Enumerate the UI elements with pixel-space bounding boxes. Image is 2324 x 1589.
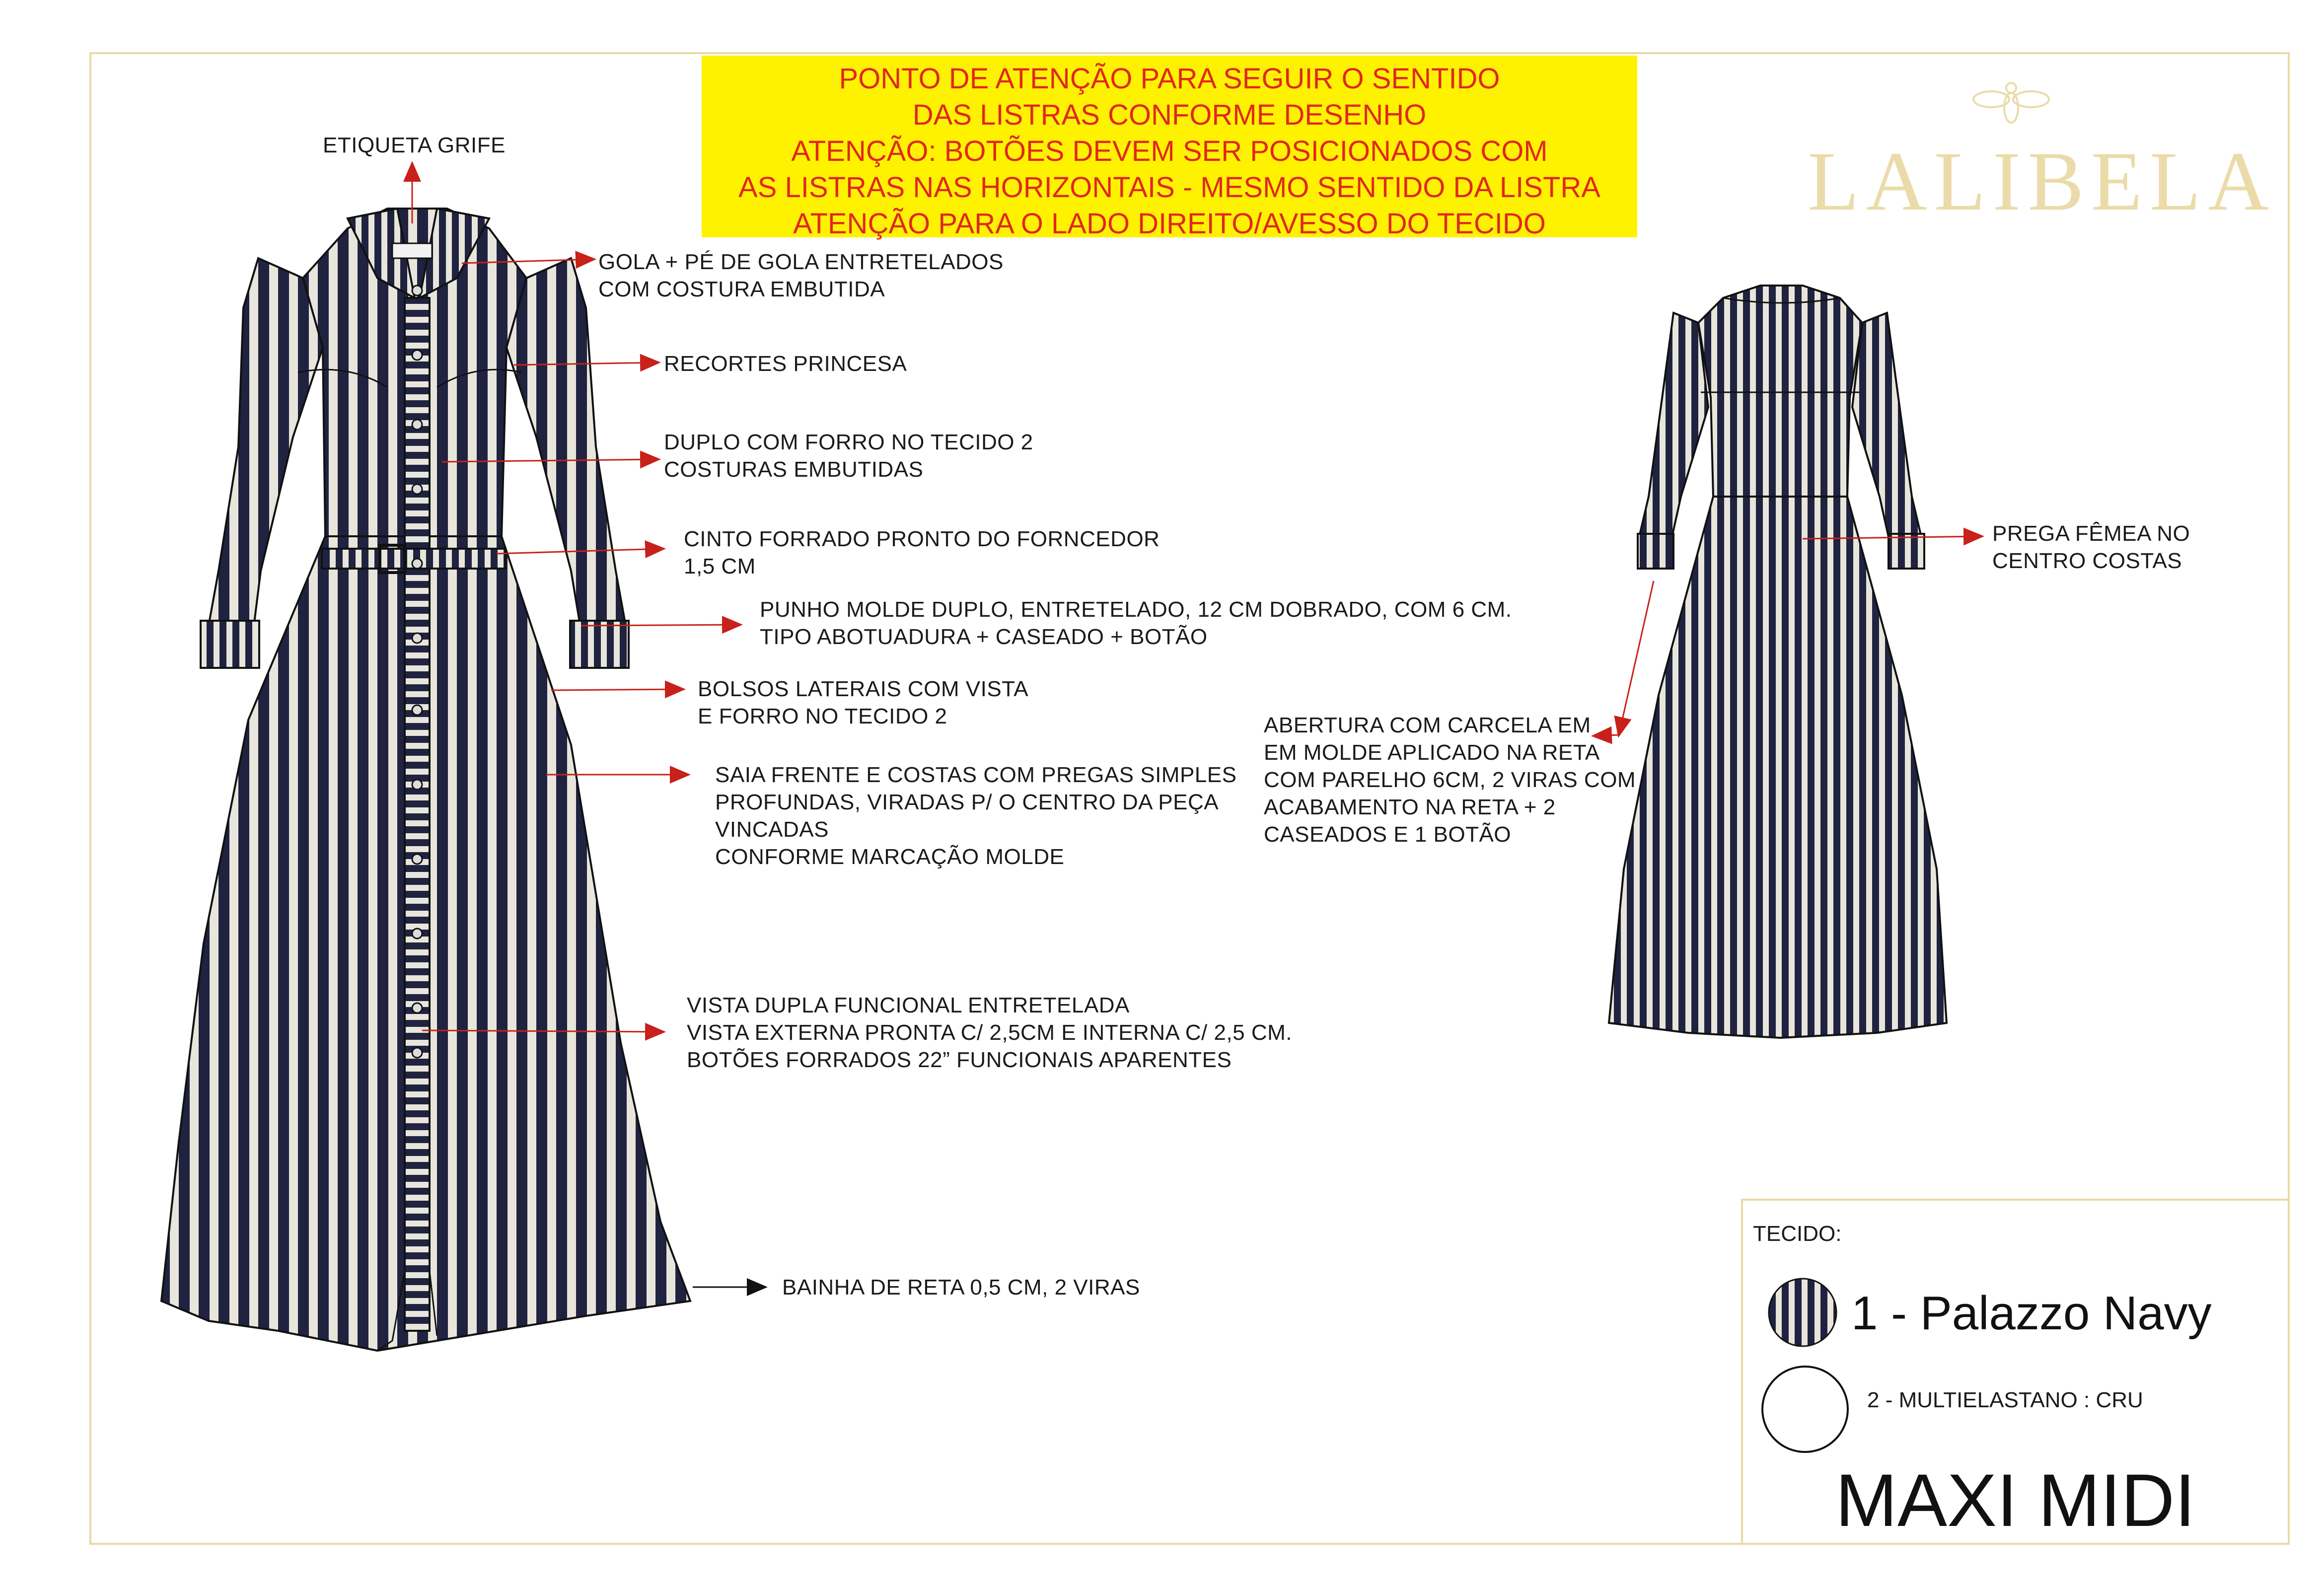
attention-banner: PONTO DE ATENÇÃO PARA SEGUIR O SENTIDO DAS LISTRAS CONFORME DESENHO ATENÇÃO: BOTÕES DEVEM SER POSICIONADOS COM AS LISTRAS NAS HORIZONTAIS - MESMO SENTIDO DA LISTRA ATENÇÃO PARA O LADO DIREITO/AVESSO DO TECIDO xyxy=(702,56,1637,237)
note-skirt: SAIA FRENTE E COSTAS COM PREGAS SIMPLES PROFUNDAS, VIRADAS P/ O CENTRO DA PEÇA VINCADAS CONFORME MARCAÇÃO MOLDE xyxy=(715,763,1237,869)
front-right-sleeve xyxy=(507,258,626,631)
back-right-cuff xyxy=(1888,534,1924,569)
front-left-sleeve xyxy=(209,258,323,631)
note-label: ETIQUETA GRIFE xyxy=(323,133,506,157)
model-name: MAXI MIDI xyxy=(1835,1458,2196,1542)
front-placket xyxy=(405,298,430,1331)
back-skirt xyxy=(1609,497,1947,1038)
bee-icon xyxy=(1973,83,2049,123)
note-belt: CINTO FORRADO PRONTO DO FORNCEDOR 1,5 CM xyxy=(684,527,1160,578)
back-left-cuff xyxy=(1638,534,1673,569)
back-right-sleeve xyxy=(1852,313,1922,541)
back-left-sleeve xyxy=(1639,313,1708,541)
fabric-item-1: 1 - Palazzo Navy xyxy=(1851,1287,2212,1340)
front-left-cuff xyxy=(201,621,259,668)
fabric-heading: TECIDO: xyxy=(1753,1222,1842,1246)
note-sleeve-opening: ABERTURA COM CARCELA EM EM MOLDE APLICADO NA RETA COM PARELHO 6CM, 2 VIRAS COM ACABAMENTO NA RETA + 2 CASEADOS E 1 BOTÃO xyxy=(1264,713,1636,847)
neck-label xyxy=(392,243,432,258)
note-placket: VISTA DUPLA FUNCIONAL ENTRETELADA VISTA EXTERNA PRONTA C/ 2,5CM E INTERNA C/ 2,5 CM. BOTÕES FORRADOS 22” FUNCIONAIS APARENTES xyxy=(687,993,1292,1072)
front-dress xyxy=(161,209,690,1351)
back-bodice xyxy=(1698,286,1862,497)
note-princess: RECORTES PRINCESA xyxy=(664,352,907,376)
brand-logo: LALIBELA xyxy=(1808,135,2276,228)
note-double: DUPLO COM FORRO NO TECIDO 2 COSTURAS EMBUTIDAS xyxy=(664,430,1033,482)
note-hem: BAINHA DE RETA 0,5 CM, 2 VIRAS xyxy=(782,1275,1140,1300)
note-cuff: PUNHO MOLDE DUPLO, ENTRETELADO, 12 CM DOBRADO, COM 6 CM. TIPO ABOTUADURA + CASEADO + BOTÃO xyxy=(760,597,1512,649)
note-pockets: BOLSOS LATERAIS COM VISTA E FORRO NO TECIDO 2 xyxy=(698,677,1029,728)
fabric-item-2: 2 - MULTIELASTANO : CRU xyxy=(1867,1388,2143,1412)
front-right-cuff xyxy=(570,621,629,668)
note-collar: GOLA + PÉ DE GOLA ENTRETELADOS COM COSTURA EMBUTIDA xyxy=(598,250,1004,301)
note-pleat-back: PREGA FÊMEA NO CENTRO COSTAS xyxy=(1992,521,2190,573)
back-dress xyxy=(1609,286,1947,1038)
